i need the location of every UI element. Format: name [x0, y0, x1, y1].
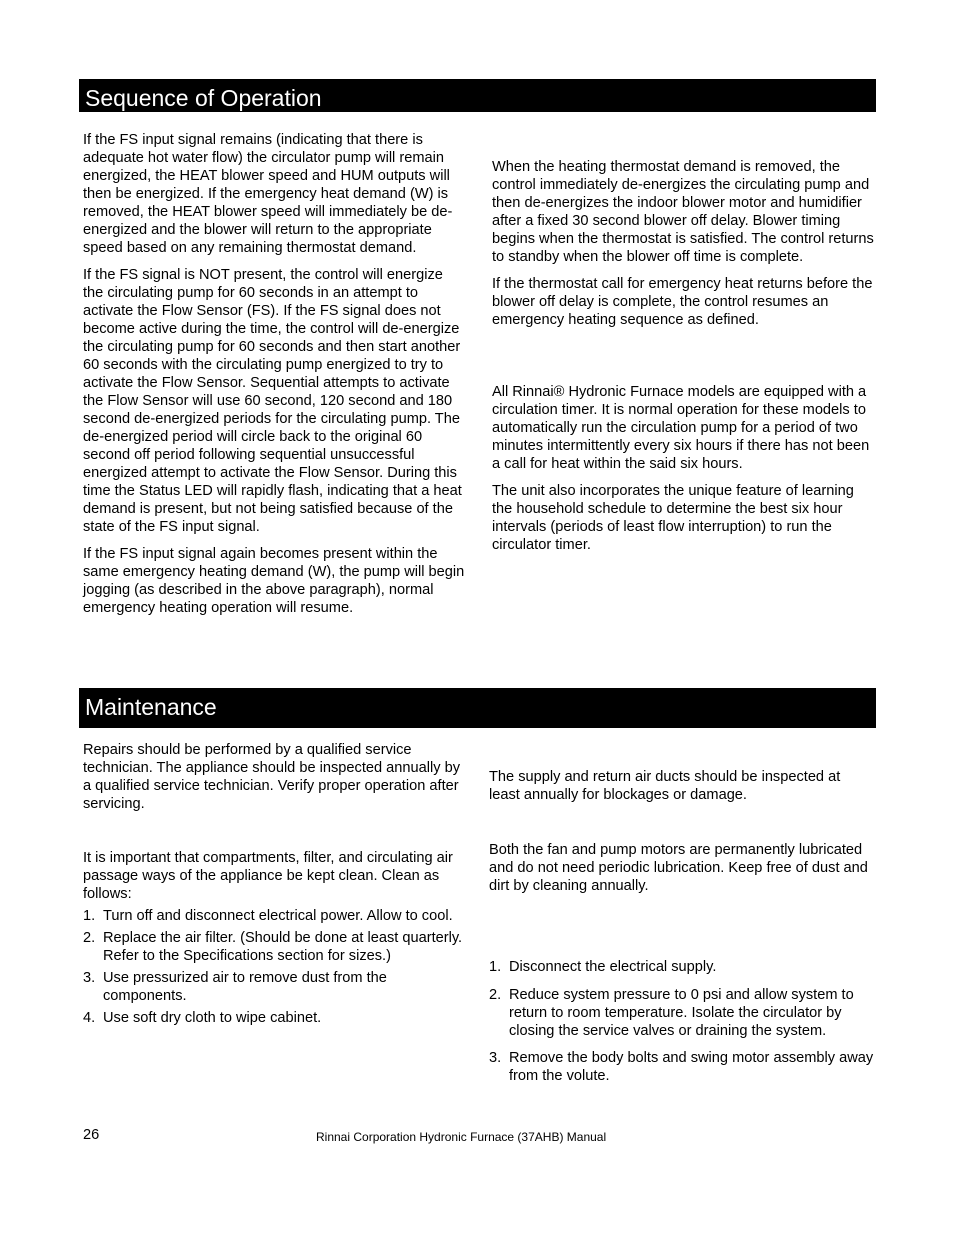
sequence-right-column-top: [492, 158, 874, 338]
page-number: 26: [83, 1127, 100, 1143]
paragraph: Repairs should be performed by a qualified service technician. The appliance should be inspected annually by a qualified service technician. Verify proper operation after servicing.: [83, 742, 461, 812]
paragraph: The unit also incorporates the unique feature of learning the household schedule to determine the best six hour intervals (periods of least flow interruption) to run the circulator timer.: [492, 483, 854, 553]
maintenance-pump-steps: [489, 958, 875, 1089]
paragraph: It is important that compartments, filter, and circulating air passage ways of the appliance be kept clean. Clean as follows:: [83, 850, 453, 902]
paragraph: All Rinnai® Hydronic Furnace models are equipped with a circulation timer. It is normal operation for these models to automatically run the circulation pump for a period of two minutes intermittently every six hours if there has not been a call for heat within the said six hours.: [492, 384, 870, 472]
maintenance-intro: [83, 741, 465, 822]
list-item: 4. Use soft dry cloth to wipe cabinet.: [83, 1010, 322, 1026]
list-item: 3. Use pressurized air to remove dust from the components.: [83, 970, 387, 1004]
paragraph: If the thermostat call for emergency heat returns before the blower off delay is complete, the control resumes an emergency heating sequence as defined.: [492, 276, 873, 328]
list-item: 2. Replace the air filter. (Should be done at least quarterly. Refer to the Specifications section for sizes.): [83, 930, 463, 964]
section-title: Sequence of Operation: [85, 85, 322, 111]
manual-title: Rinnai Corporation Hydronic Furnace (37AHB) Manual: [316, 1130, 607, 1144]
list-item: 1. Turn off and disconnect electrical power. Allow to cool.: [83, 908, 453, 924]
list-item: 2. Reduce system pressure to 0 psi and allow system to return to room temperature. Isolate the circulator by closing the service valves or draining the system.: [489, 987, 854, 1039]
maintenance-motors: [489, 841, 875, 904]
maintenance-ducts: [489, 768, 875, 813]
paragraph: The supply and return air ducts should be inspected at least annually for blockages or damage.: [489, 769, 841, 803]
section-title: Maintenance: [85, 694, 217, 720]
paragraph: If the FS input signal again becomes present within the same emergency heating demand (W), the pump will begin jogging (as described in the above paragraph), normal emergency heating operation will resume.: [83, 546, 465, 616]
list-item: 3. Remove the body bolts and swing motor assembly away from the volute.: [489, 1050, 874, 1084]
paragraph: When the heating thermostat demand is removed, the control immediately de-energizes the circulating pump and then de-energizes the indoor blower motor and humidifier after a fixed 30 second blower off delay. Blower timing begins when the thermostat is satisfied. The control returns to standby when the blower off time is complete.: [492, 159, 874, 265]
paragraph: Both the fan and pump motors are permanently lubricated and do not need periodic lubrication. Keep free of dust and dirt by cleaning annually.: [489, 842, 868, 894]
section-header-sequence-of-operation: [79, 79, 876, 112]
sequence-left-column: [83, 131, 465, 626]
paragraph: If the FS input signal remains (indicating that there is adequate hot water flow) the circulator pump will remain energized, the HEAT blower speed and HUM outputs will then be energized. If the emergency heat demand (W) is removed, the HEAT blower speed will immediately be de-energized and the blower will return to the appropriate speed based on any remaining thermostat demand.: [83, 132, 453, 256]
maintenance-cleaning: [83, 849, 465, 1031]
pump-steps-list: [489, 958, 875, 1085]
cleaning-steps-list: [83, 907, 465, 1027]
list-item: 1. Disconnect the electrical supply.: [489, 959, 717, 975]
paragraph: If the FS signal is NOT present, the control will energize the circulating pump for 60 seconds in an attempt to activate the Flow Sensor (FS). If the FS signal does not become active during the time, the control will de-energize the circulating pump for 60 seconds and then start another 60 seconds with the circulating pump energized to try to activate the Flow Sensor. Sequential attempts to activate the Flow Sensor will use 60 second, 120 second and 180 second de-energized periods for the circulating pump. The de-energized period will circle back to the original 60 second off period following sequential unsuccessful energized attempt to activate the Flow Sensor. During this time the Status LED will rapidly flash, indicating that a heat demand is present, but not being satisfied because of the state of the FS input signal.: [83, 267, 462, 535]
section-header-maintenance: [79, 688, 876, 728]
sequence-right-column-bottom: [492, 383, 874, 563]
